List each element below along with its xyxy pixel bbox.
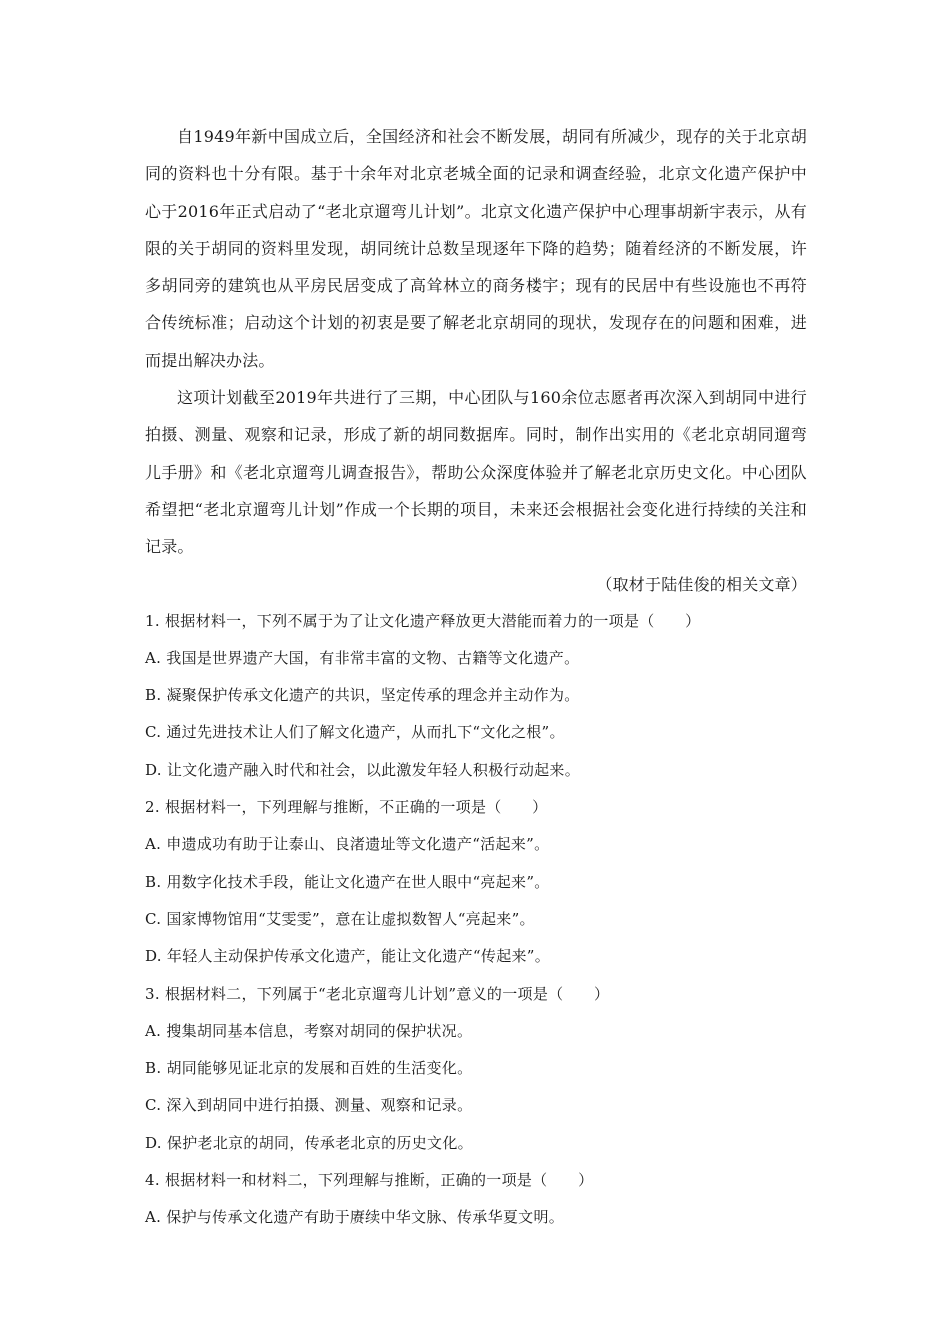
- question-option: B. 凝聚保护传承文化遗产的共识，坚定传承的理念并主动作为。: [145, 686, 580, 705]
- question-stem: 2. 根据材料一，下列理解与推断，不正确的一项是（ ）: [145, 798, 548, 817]
- question-3: [145, 976, 807, 1162]
- question-option: A. 我国是世界遗产大国，有非常丰富的文物、古籍等文化遗产。: [145, 648, 580, 667]
- document-page: [145, 118, 807, 1237]
- question-stem: 3. 根据材料二，下列属于“老北京遛弯儿计划”意义的一项是（ ）: [145, 984, 610, 1003]
- question-1: [145, 603, 807, 789]
- question-stem: 1. 根据材料一，下列不属于为了让文化遗产释放更大潜能而着力的一项是（ ）: [145, 611, 701, 630]
- question-option: D. 年轻人主动保护传承文化遗产，能让文化遗产“传起来”。: [145, 947, 551, 966]
- question-option: A. 搜集胡同基本信息，考察对胡同的保护状况。: [145, 1021, 473, 1040]
- question-option: A. 申遗成功有助于让泰山、良渚遗址等文化遗产“活起来”。: [145, 835, 550, 854]
- question-option: B. 用数字化技术手段，能让文化遗产在世人眼中“亮起来”。: [145, 872, 550, 891]
- question-option: D. 让文化遗产融入时代和社会，以此激发年轻人积极行动起来。: [145, 760, 581, 779]
- question-4: [145, 1162, 807, 1237]
- question-option: A. 保护与传承文化遗产有助于赓续中华文脉、传承华夏文明。: [145, 1208, 565, 1227]
- question-option: C. 国家博物馆用“艾雯雯”，意在让虚拟数智人“亮起来”。: [145, 909, 535, 928]
- question-2: [145, 789, 807, 975]
- article-paragraph-2: 这项计划截至2019年共进行了三期，中心团队与160余位志愿者再次深入到胡同中进行拍摄、测量、观察和记录，形成了新的胡同数据库。同时，制作出实用的《老北京胡同遛弯儿手册》和《老北京遛弯儿调查报告》，帮助公众深度体验并了解老北京历史文化。中心团队希望把“老北京遛弯儿计划”作成一个长期的项目，未来还会根据社会变化进行持续的关注和记录。: [145, 388, 807, 557]
- question-option: B. 胡同能够见证北京的发展和百姓的生活变化。: [145, 1059, 473, 1078]
- question-option: C. 深入到胡同中进行拍摄、测量、观察和记录。: [145, 1096, 473, 1115]
- question-option: D. 保护老北京的胡同，传承老北京的历史文化。: [145, 1133, 473, 1152]
- question-option: C. 通过先进技术让人们了解文化遗产，从而扎下“文化之根”。: [145, 723, 565, 742]
- article-source: （取材于陆佳俊的相关文章）: [596, 574, 807, 594]
- article-paragraph-1: 自1949年新中国成立后，全国经济和社会不断发展，胡同有所减少，现存的关于北京胡同的资料也十分有限。基于十余年对北京老城全面的记录和调查经验，北京文化遗产保护中心于2016年正式启动了“老北京遛弯儿计划”。北京文化遗产保护中心理事胡新宇表示，从有限的关于胡同的资料里发现，胡同统计总数呈现逐年下降的趋势；随着经济的不断发展，许多胡同旁的建筑也从平房民居变成了高耸林立的商务楼宇；现有的民居中有些设施也不再符合传统标准；启动这个计划的初衷是要了解老北京胡同的现状，发现存在的问题和困难，进而提出解决办法。: [145, 127, 807, 370]
- question-stem: 4. 根据材料一和材料二，下列理解与推断，正确的一项是（ ）: [145, 1171, 594, 1190]
